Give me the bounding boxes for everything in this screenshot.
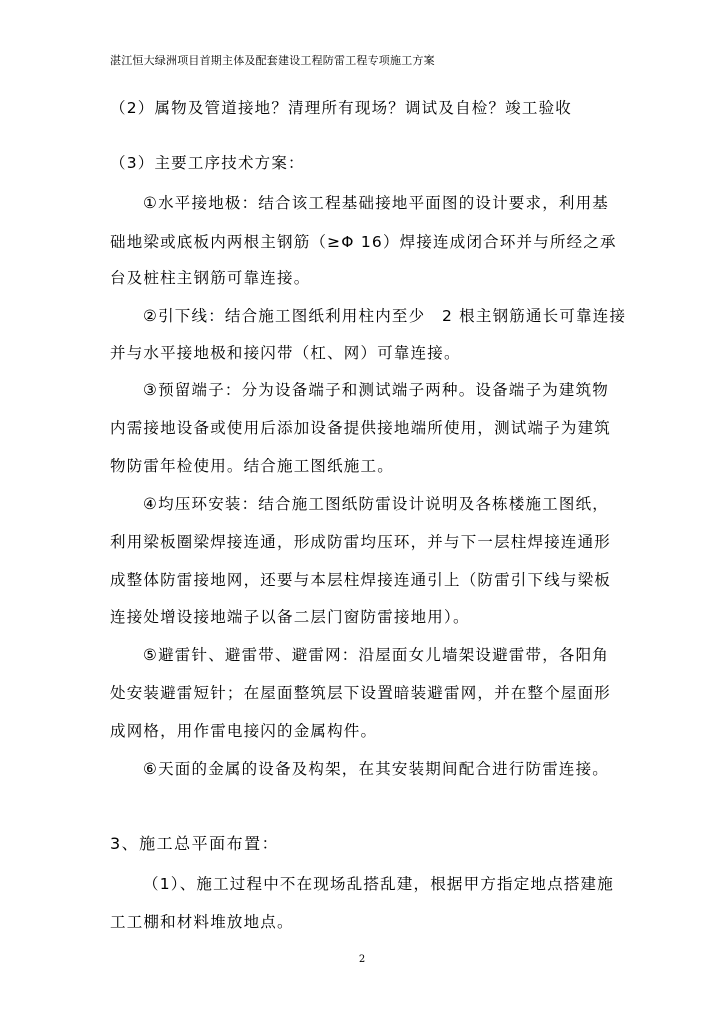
running-header: 湛江恒大绿洲项目首期主体及配套建设工程防雷工程专项施工方案 xyxy=(110,54,435,67)
text-line: ①水平接地极：结合该工程基础接地平面图的设计要求，利用基 xyxy=(143,194,609,212)
text-line: 工工棚和材料堆放地点。 xyxy=(110,913,294,931)
text-line: ④均压环安装：结合施工图纸防雷设计说明及各栋楼施工图纸， xyxy=(143,495,609,513)
text-line: 连接处增设接地端子以备二层门窗防雷接地用）。 xyxy=(110,608,470,626)
header-divider xyxy=(108,74,620,75)
page-number: 2 xyxy=(358,954,366,965)
text-line: 成网格，用作雷电接闪的金属构件。 xyxy=(110,722,378,740)
text-line: （1）、施工过程中不在现场乱搭乱建，根据甲方指定地点搭建施 xyxy=(143,875,614,893)
text-line: （2）属物及管道接地？清理所有现场？调试及自检？竣工验收 xyxy=(110,99,572,117)
text-line: ②引下线：结合施工图纸利用柱内至少 2 根主钢筋通长可靠连接 xyxy=(143,307,627,325)
text-line: 成整体防雷接地网，还要与本层柱焊接连通引上（防雷引下线与梁板 xyxy=(110,571,612,589)
text-line: ⑤避雷针、避雷带、避雷网：沿屋面女儿墙架设避雷带，各阳角 xyxy=(143,646,609,664)
text-line: 物防雷年检使用。结合施工图纸施工。 xyxy=(110,457,394,475)
text-line: ③预留端子：分为设备端子和测试端子两种。设备端子为建筑物 xyxy=(143,381,609,399)
text-line: 处安装避雷短针；在屋面整筑层下设置暗装避雷网，并在整个屋面形 xyxy=(110,684,612,702)
text-line: 利用梁板圈梁焊接连通，形成防雷均压环，并与下一层柱焊接连通形 xyxy=(110,533,612,551)
section-heading: 3、施工总平面布置： xyxy=(110,834,280,853)
text-line: （3）主要工序技术方案： xyxy=(110,154,305,172)
text-line: 台及桩柱主钢筋可靠连接。 xyxy=(110,269,311,287)
text-line: 并与水平接地极和接闪带（杠、网）可靠连接。 xyxy=(110,344,461,362)
text-line: ⑥天面的金属的设备及构架，在其安装期间配合进行防雷连接。 xyxy=(143,760,609,778)
text-line: 内需接地设备或使用后添加设备提供接地端所使用，测试端子为建筑 xyxy=(110,419,612,437)
text-line: 础地梁或底板内两根主钢筋（≥Φ 16）焊接连成闭合环并与所经之承 xyxy=(110,233,617,251)
